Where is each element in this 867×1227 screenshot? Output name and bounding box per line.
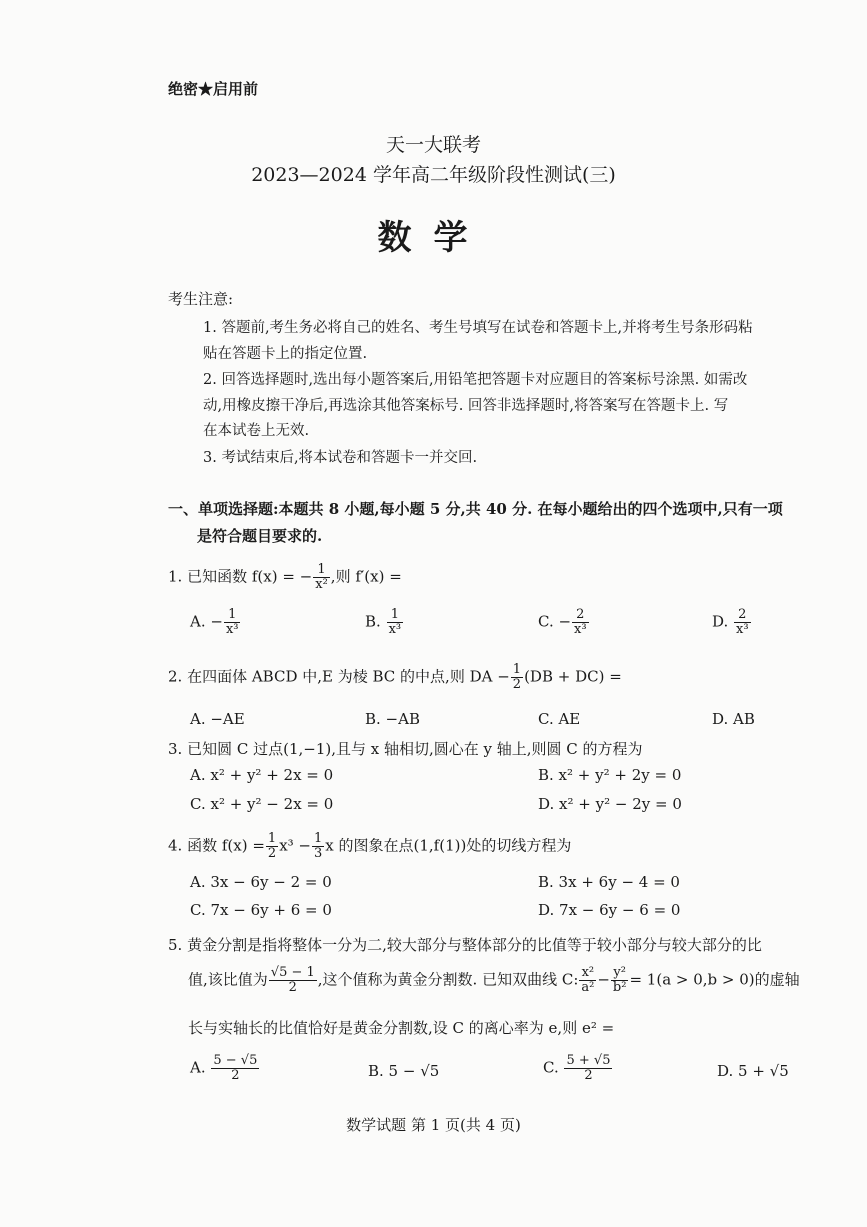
option-c: C. $\frac{5 + √5}{2}$ <box>543 1053 611 1083</box>
option-a: A. − $\frac{1}{\text{x³}}$ <box>190 607 239 637</box>
question-5-line: 值,该比值为 $\frac{√5 - 1}{2}$ ,这个值称为黄金分割数. 已知双曲线 C: $\frac{\text{x²}}{\text{a²}}$ − $\frac{\text{y²}}{\text{b²}}$ = 1(a > 0,b > 0)的虚轴 <box>188 965 800 995</box>
subject-title: 数学 <box>377 218 490 258</box>
note-line: 在本试卷上无效. <box>203 423 310 439</box>
question-2-stem: 2. 在四面体 ABCD 中,E 为棱 BC 的中点,则 DA − $\frac{1}{2}$ (DB + DC) = <box>168 662 622 692</box>
option-a: A. 3x − 6y − 2 = 0 <box>190 873 332 891</box>
option-a: A. $\frac{5 - √5}{2}$ <box>190 1053 258 1083</box>
note-line: 2. 回答选择题时,选出每小题答案后,用铅笔把答题卡对应题目的答案标号涂黑. 如需改 <box>203 372 748 388</box>
section-heading-cont: 是符合题目要求的. <box>197 527 323 545</box>
note-line: 1. 答题前,考生务必将自己的姓名、考生号填写在试卷和答题卡上,并将考生号条形码粘 <box>203 320 753 336</box>
notes-heading: 考生注意: <box>168 290 234 308</box>
option-d: D. AB <box>712 710 755 728</box>
option-b: B. 3x + 6y − 4 = 0 <box>538 873 680 891</box>
option-b: B. −AB <box>365 710 420 728</box>
option-b: B. $\frac{1}{\text{x³}}$ <box>365 607 402 637</box>
fraction: $\frac{1}{2}$ <box>512 662 522 692</box>
option-d: D. 7x − 6y − 6 = 0 <box>538 901 681 919</box>
option-c: C. AE <box>538 710 581 728</box>
question-4-stem: 4. 函数 f(x) = $\frac{1}{2}$ x³ − $\frac{1}{3}$ x 的图象在点(1,f(1))处的切线方程为 <box>168 831 572 861</box>
option-b: B. 5 − √5 <box>368 1062 440 1080</box>
option-c: C. − $\frac{2}{\text{x³}}$ <box>538 607 587 637</box>
option-b: B. x² + y² + 2y = 0 <box>538 766 682 784</box>
option-d: D. x² + y² − 2y = 0 <box>538 795 682 813</box>
exam-union-title: 天一大联考 <box>385 134 481 156</box>
page-footer: 数学试题 第 1 页(共 4 页) <box>346 1116 521 1134</box>
option-c: C. 7x − 6y + 6 = 0 <box>190 901 332 919</box>
option-d: D. 5 + √5 <box>717 1062 789 1080</box>
fraction: $\frac{1}{\text{x²}}$ <box>315 562 328 592</box>
note-line: 贴在答题卡上的指定位置. <box>203 346 368 362</box>
question-5-line: 5. 黄金分割是指将整体一分为二,较大部分与整体部分的比值等于较小部分与较大部分的比 <box>168 936 762 954</box>
exam-title: 2023—2024 学年高二年级阶段性测试(三) <box>251 164 616 186</box>
note-line: 动,用橡皮擦干净后,再选涂其他答案标号. 回答非选择题时,将答案写在答题卡上. 写 <box>203 398 729 414</box>
note-line: 3. 考试结束后,将本试卷和答题卡一并交回. <box>203 450 478 466</box>
option-d: D. $\frac{2}{\text{x³}}$ <box>712 607 749 637</box>
question-5-line: 长与实轴长的比值恰好是黄金分割数,设 C 的离心率为 e,则 e² = <box>188 1019 615 1037</box>
option-c: C. x² + y² − 2x = 0 <box>190 795 334 813</box>
question-1-stem: 1. 已知函数 f(x) = − $\frac{1}{\text{x²}}$ ,则 f′(x) = <box>168 562 402 592</box>
option-a: A. x² + y² + 2x = 0 <box>190 766 334 784</box>
question-3-stem: 3. 已知圆 C 过点(1,−1),且与 x 轴相切,圆心在 y 轴上,则圆 C 的方程为 <box>168 740 643 758</box>
option-a: A. −AE <box>190 710 245 728</box>
confidential-mark: 绝密★启用前 <box>168 80 259 98</box>
section-heading: 一、单项选择题:本题共 8 小题,每小题 5 分,共 40 分. 在每小题给出的四个选项中,只有一项 <box>168 500 783 518</box>
